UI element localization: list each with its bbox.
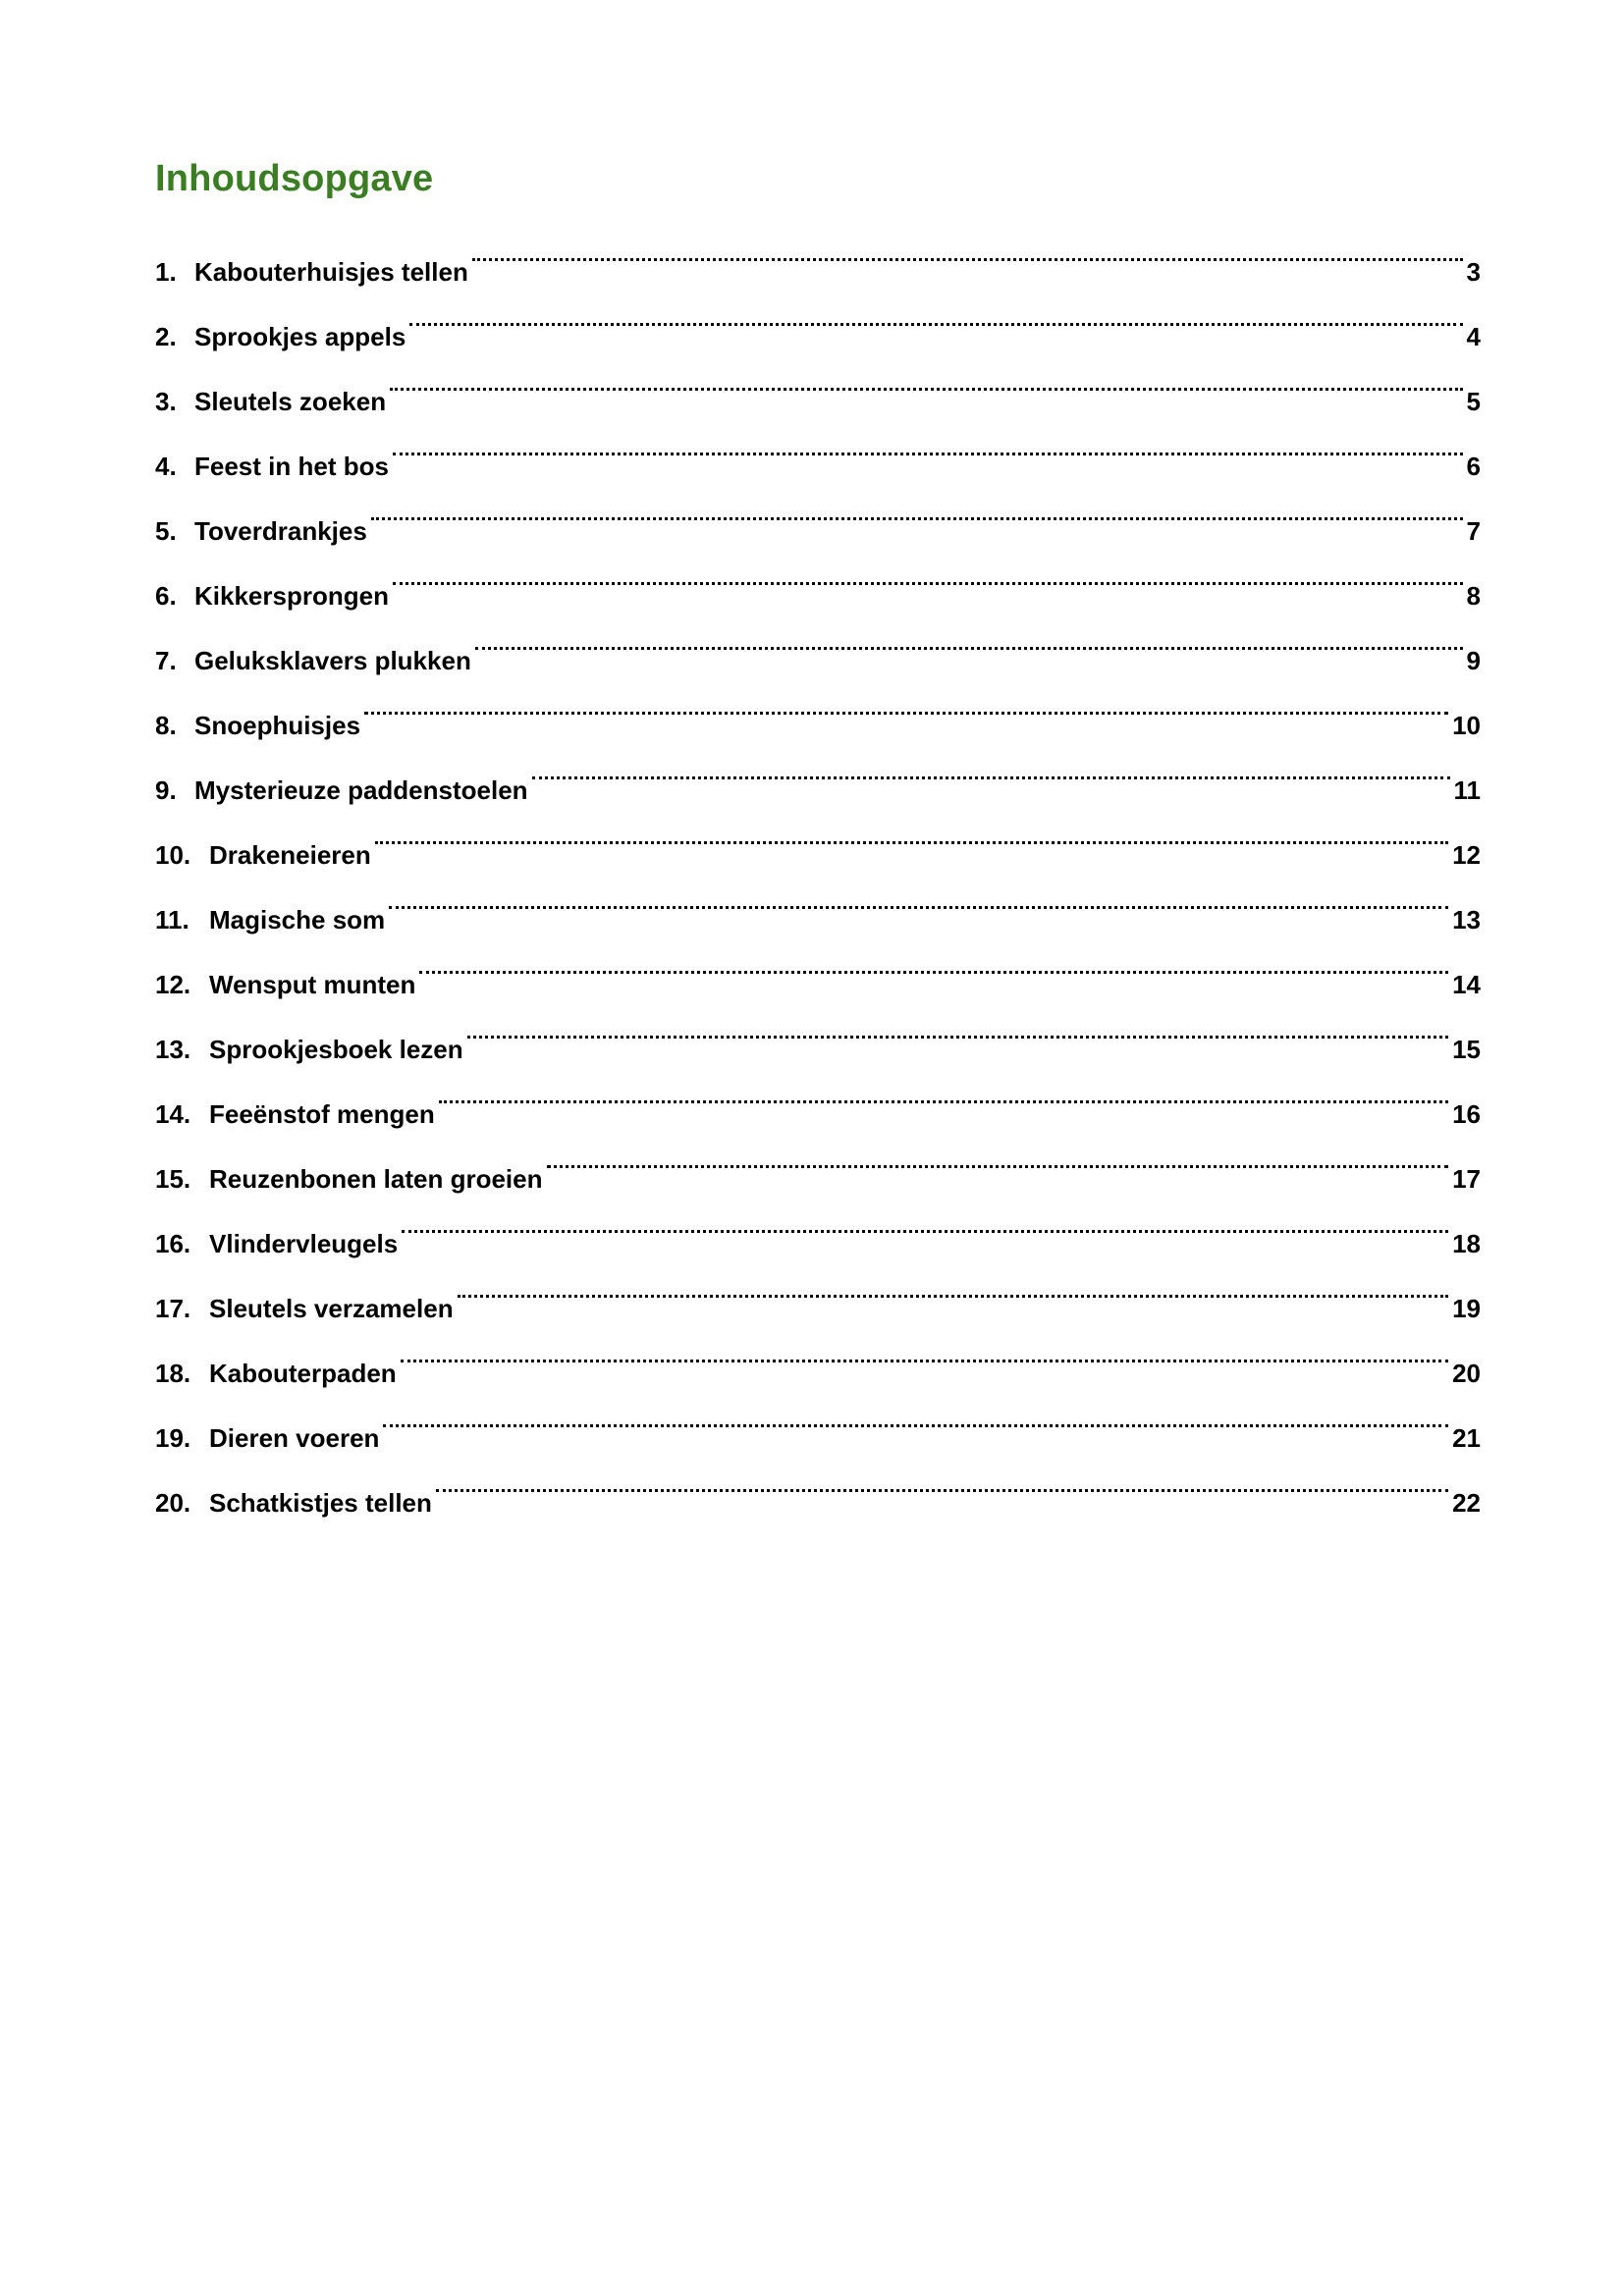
toc-entry-page: 20	[1452, 1359, 1481, 1388]
toc-entry-number: 3.	[155, 387, 177, 416]
toc-entry-page: 5	[1466, 387, 1481, 416]
toc-entry-title: Feest in het bos	[194, 452, 389, 481]
toc-entry-page: 12	[1452, 840, 1481, 870]
dot-leader	[402, 1188, 1448, 1253]
toc-entry-title: Kabouterpaden	[209, 1359, 397, 1388]
toc-entry-title: Mysterieuze paddenstoelen	[194, 775, 528, 805]
toc-entry-number: 10.	[155, 840, 191, 870]
toc-entry-number: 6.	[155, 581, 177, 611]
toc-entry-number: 5.	[155, 516, 177, 546]
toc-entry-number: 17.	[155, 1294, 191, 1323]
toc-entry-number: 4.	[155, 452, 177, 481]
toc-entry-number: 16.	[155, 1229, 191, 1258]
toc-entry-page: 6	[1466, 452, 1481, 481]
toc-entry-number: 7.	[155, 646, 177, 675]
dot-leader	[393, 540, 1463, 605]
toc-entry-page: 10	[1452, 711, 1481, 740]
toc-entry-page: 8	[1466, 581, 1481, 611]
toc-entry-number: 20.	[155, 1488, 191, 1518]
toc-entry-page: 21	[1452, 1423, 1481, 1453]
dot-leader	[383, 1382, 1448, 1447]
dot-leader	[439, 1058, 1448, 1123]
dot-leader	[475, 605, 1463, 669]
dot-leader	[419, 929, 1448, 993]
toc-entry-number: 18.	[155, 1359, 191, 1388]
toc-entry-page: 16	[1452, 1099, 1481, 1129]
toc-entry-title: Geluksklavers plukken	[194, 646, 471, 675]
dot-leader	[393, 410, 1463, 475]
dot-leader	[371, 475, 1463, 540]
toc-entry-title: Sprookjesboek lezen	[209, 1035, 463, 1064]
toc-entry-title: Sprookjes appels	[194, 322, 406, 351]
dot-leader	[389, 864, 1448, 929]
dot-leader	[472, 216, 1463, 281]
toc-entry-title: Feeënstof mengen	[209, 1099, 435, 1129]
dot-leader	[375, 799, 1448, 864]
toc-entry[interactable]	[155, 216, 1481, 287]
toc-entry-page: 17	[1452, 1164, 1481, 1194]
toc-entry-title: Vlindervleugels	[209, 1229, 399, 1258]
toc-entry-title: Dieren voeren	[209, 1423, 380, 1453]
toc-list	[155, 216, 1481, 1518]
toc-entry-number: 8.	[155, 711, 177, 740]
toc-entry-page: 14	[1452, 970, 1481, 999]
dot-leader	[409, 281, 1462, 346]
toc-entry-number: 13.	[155, 1035, 191, 1064]
toc-title: Inhoudsopgave	[155, 158, 434, 199]
toc-entry-page: 9	[1466, 646, 1481, 675]
toc-entry-title: Snoephuisjes	[194, 711, 361, 740]
dot-leader	[436, 1447, 1448, 1512]
dot-leader	[390, 346, 1462, 410]
toc-entry-title: Schatkistjes tellen	[209, 1488, 432, 1518]
dot-leader	[364, 669, 1448, 734]
toc-entry-title: Toverdrankjes	[194, 516, 367, 546]
toc-entry-page: 3	[1466, 257, 1481, 287]
toc-entry-title: Magische som	[209, 905, 386, 934]
toc-entry-title: Kabouterhuisjes tellen	[194, 257, 468, 287]
toc-entry-title: Kikkersprongen	[194, 581, 389, 611]
toc-entry-title: Sleutels verzamelen	[209, 1294, 454, 1323]
toc-entry-title: Drakeneieren	[209, 840, 371, 870]
dot-leader	[401, 1317, 1448, 1382]
toc-entry-number: 2.	[155, 322, 177, 351]
toc-entry-title: Wensput munten	[209, 970, 416, 999]
dot-leader	[467, 993, 1448, 1058]
dot-leader	[547, 1123, 1449, 1188]
toc-entry-title: Reuzenbonen laten groeien	[209, 1164, 543, 1194]
toc-entry-page: 11	[1453, 775, 1481, 805]
toc-entry-number: 15.	[155, 1164, 191, 1194]
toc-entry-number: 12.	[155, 970, 191, 999]
toc-entry-page: 22	[1452, 1488, 1481, 1518]
toc-entry-number: 11.	[155, 905, 189, 934]
toc-entry-page: 13	[1452, 905, 1481, 934]
toc-entry-page: 15	[1452, 1035, 1481, 1064]
toc-entry-page: 4	[1466, 322, 1481, 351]
dot-leader	[458, 1253, 1449, 1317]
toc-entry-page: 7	[1466, 516, 1481, 546]
toc-entry-number: 1.	[155, 257, 177, 287]
toc-entry-title: Sleutels zoeken	[194, 387, 387, 416]
toc-entry-page: 19	[1452, 1294, 1481, 1323]
table-of-contents	[155, 147, 1481, 1518]
toc-entry-page: 18	[1452, 1229, 1481, 1258]
toc-entry-number: 14.	[155, 1099, 191, 1129]
toc-entry-number: 9.	[155, 775, 177, 805]
toc-entry-number: 19.	[155, 1423, 191, 1453]
dot-leader	[532, 734, 1450, 799]
